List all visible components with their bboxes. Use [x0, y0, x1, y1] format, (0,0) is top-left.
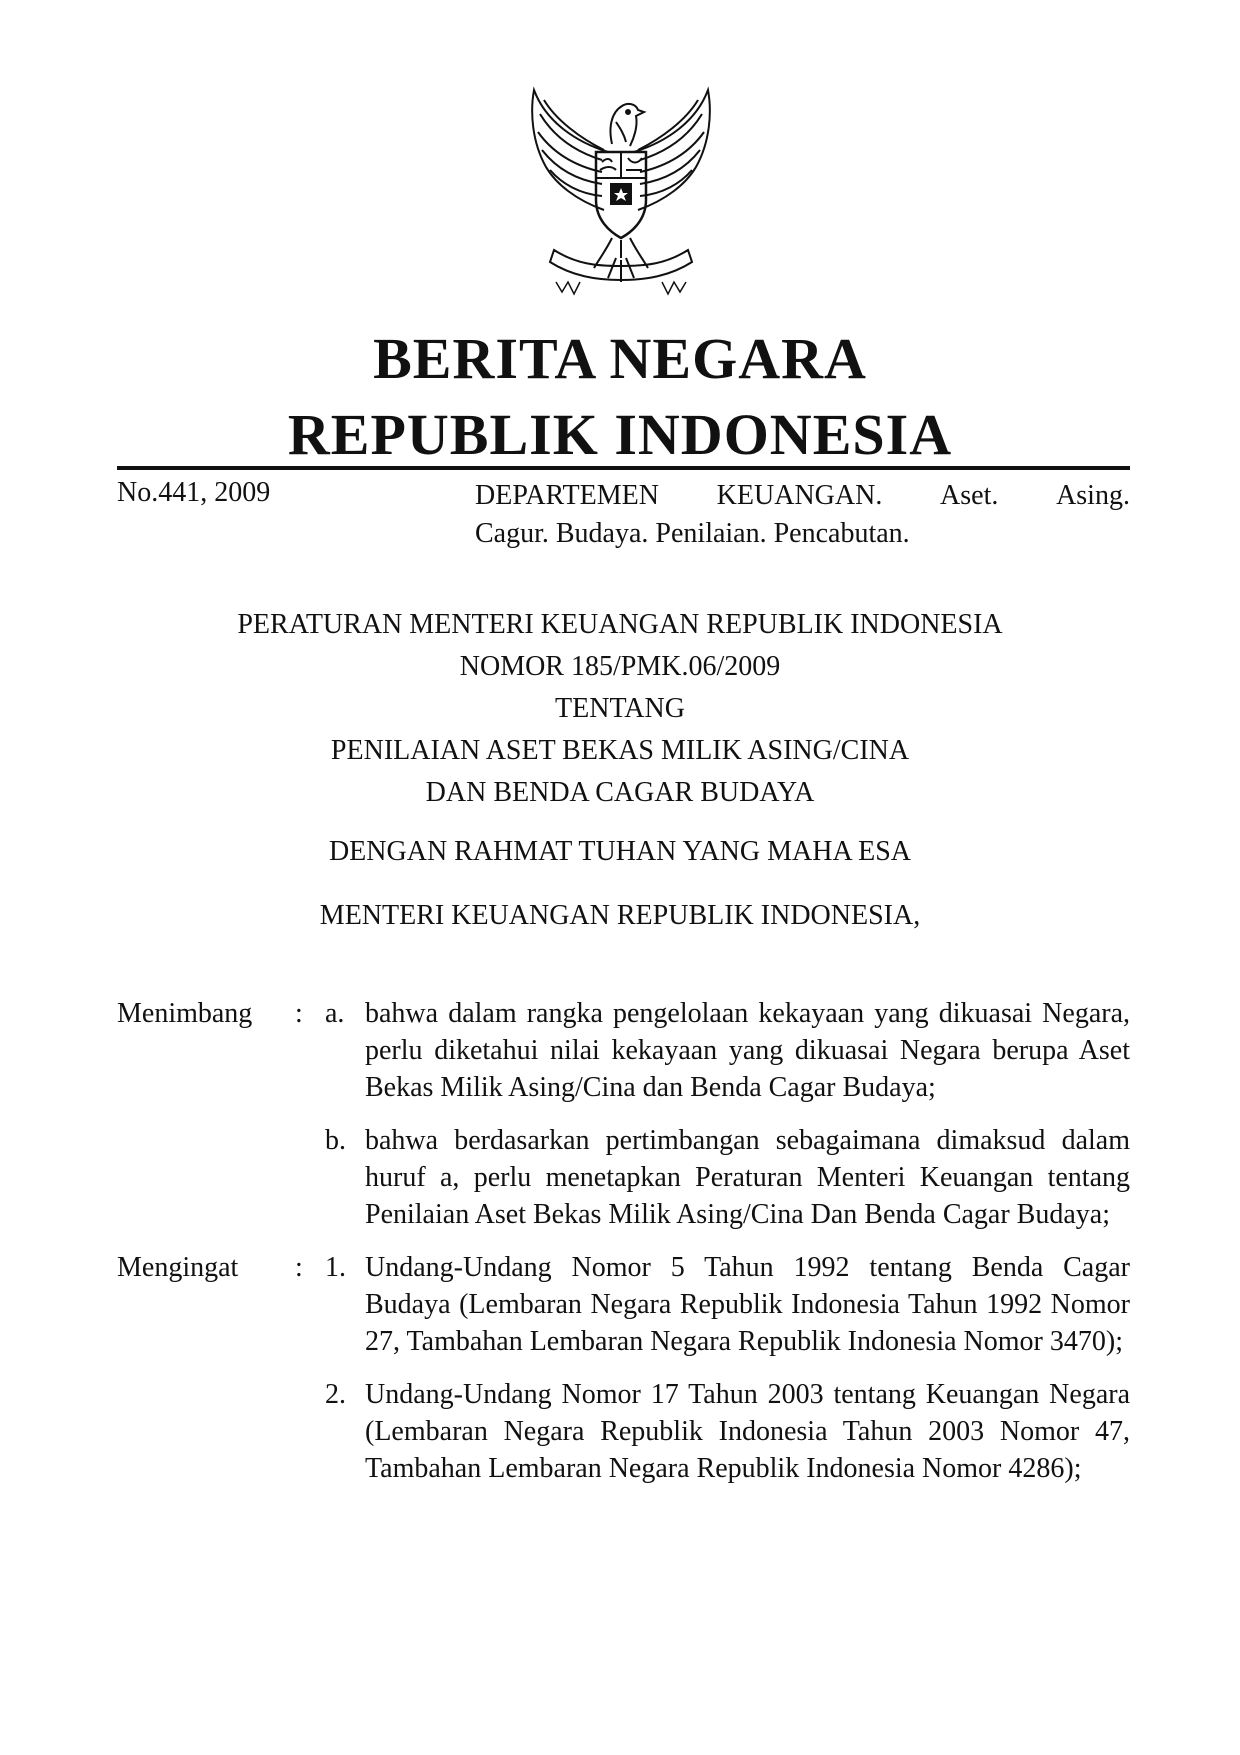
item-text: bahwa dalam rangka pengelolaan kekayaan yang dikuasai Negara, perlu diketahui nilai kekayaan yang dikuasai Negara berupa Aset Bekas Milik Asing/Cina dan Benda Cagar Budaya;	[365, 998, 1130, 1103]
masthead-divider	[117, 466, 1130, 470]
section-mengingat	[117, 1249, 1130, 1503]
section-colon: :	[295, 1252, 303, 1283]
list-item	[325, 1122, 1130, 1233]
title-line: TENTANG	[555, 693, 685, 724]
item-text: bahwa berdasarkan pertimbangan sebagaimana dimaksud dalam huruf a, perlu menetapkan Peraturan Menteri Keuangan tentang Penilaian Aset Bekas Milik Asing/Cina Dan Benda Cagar Budaya;	[365, 1125, 1130, 1230]
item-marker: 1.	[325, 1252, 346, 1283]
regulation-title	[0, 604, 1240, 814]
item-text: Undang-Undang Nomor 5 Tahun 1992 tentang Benda Cagar Budaya (Lembaran Negara Republik Indonesia Tahun 1992 Nomor 27, Tambahan Lembaran Negara Republik Indonesia Nomor 3470);	[365, 1252, 1130, 1357]
subject-line-1	[475, 477, 1130, 515]
subject-line-2: Cagur. Budaya. Penilaian. Pencabutan.	[475, 518, 910, 549]
section-items	[325, 1249, 1130, 1503]
list-item	[325, 1376, 1130, 1487]
section-colon: :	[295, 998, 303, 1029]
subject-word: DEPARTEMEN	[475, 480, 659, 511]
item-marker: a.	[325, 998, 345, 1029]
title-line: DAN BENDA CAGAR BUDAYA	[425, 777, 815, 808]
list-item	[325, 995, 1130, 1106]
section-items	[325, 995, 1130, 1249]
gazette-number: No.441, 2009	[117, 477, 271, 508]
invocation: DENGAN RAHMAT TUHAN YANG MAHA ESA	[328, 836, 912, 867]
section-menimbang	[117, 995, 1130, 1249]
section-label: Mengingat	[117, 1252, 239, 1283]
item-marker: b.	[325, 1125, 346, 1156]
section-label: Menimbang	[117, 998, 253, 1029]
title-line: PERATURAN MENTERI KEUANGAN REPUBLIK INDONESIA	[237, 609, 1003, 640]
gazette-subject	[475, 477, 1130, 553]
masthead-subtitle: REPUBLIK INDONESIA	[287, 402, 953, 467]
regulation-body	[117, 995, 1130, 1503]
item-marker: 2.	[325, 1379, 346, 1410]
title-line: PENILAIAN ASET BEKAS MILIK ASING/CINA	[330, 735, 910, 766]
masthead-title: BERITA NEGARA	[373, 326, 867, 391]
title-line: NOMOR 185/PMK.06/2009	[459, 651, 781, 682]
subject-word: KEUANGAN.	[716, 480, 883, 511]
subject-word: Asing.	[1056, 480, 1130, 511]
item-text: Undang-Undang Nomor 17 Tahun 2003 tentang Keuangan Negara (Lembaran Negara Republik Indonesia Tahun 2003 Nomor 47, Tambahan Lembaran Negara Republik Indonesia Nomor 4286);	[365, 1379, 1130, 1484]
minister-heading: MENTERI KEUANGAN REPUBLIK INDONESIA,	[319, 900, 921, 931]
subject-word: Aset.	[940, 480, 999, 511]
garuda-emblem-icon	[516, 82, 726, 302]
list-item	[325, 1249, 1130, 1360]
